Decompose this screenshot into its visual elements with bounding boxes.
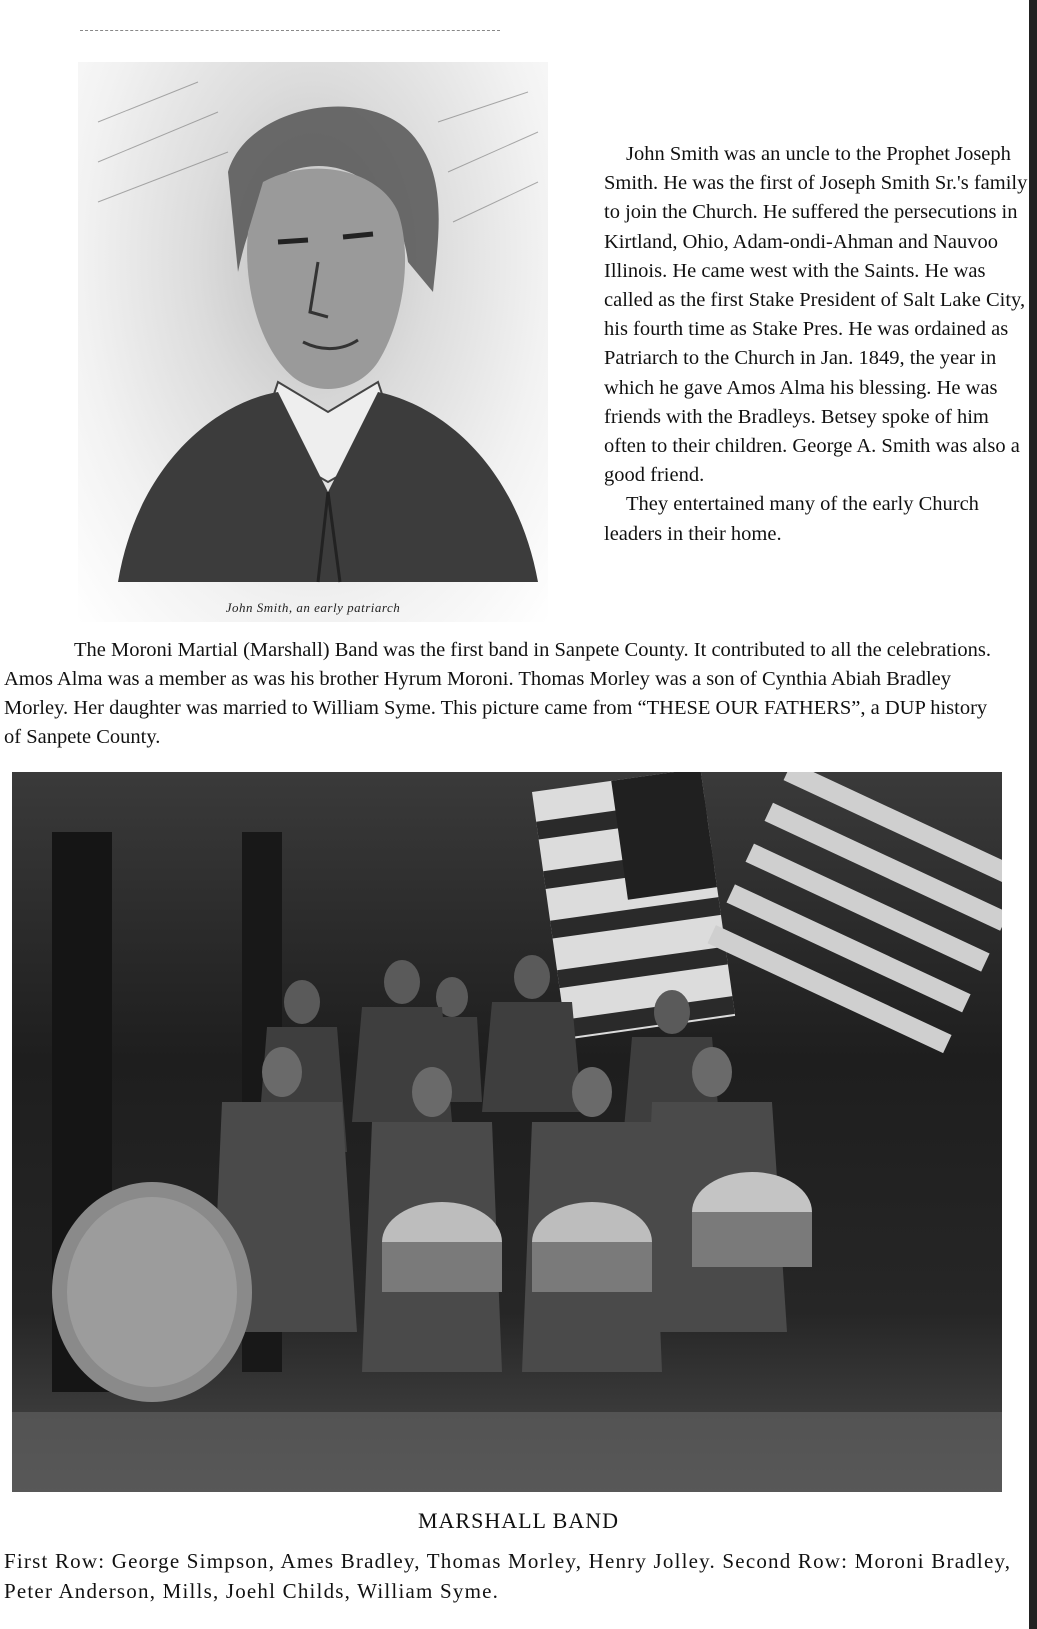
marshall-band-photo (12, 772, 1002, 1492)
portrait-engraving (78, 62, 548, 622)
top-rule (80, 30, 500, 31)
bio-paragraph: John Smith was an uncle to the Prophet Joseph Smith. He was the first of Joseph Smith Sr.'s family to join the Church. He suffered the persecutions in Kirtland, Ohio, Adam-ondi-Ahman and Nauvoo Illinois. He came west with the Saints. He was called as the first Stake President of Salt Lake City, his fourth time as Stake Pres. He was ordained as Patriarch to the Church in Jan. 1849, the year in which he gave Amos Alma his blessing. He was friends with the Bradleys. Betsey spoke of him often to their children. George A. Smith was also a good friend. (604, 143, 1028, 487)
biography-text (604, 140, 1029, 549)
portrait-caption: John Smith, an early patriarch (225, 600, 401, 615)
band-photo-image (12, 772, 1002, 1492)
page-edge (1029, 0, 1037, 1629)
band-introduction: The Moroni Martial (Marshall) Band was the first band in Sanpete County. It contributed to all the celebrations. Amos Alma was a member as was his brother Hyrum Moroni. Thomas Morley was a son of Cynthia Abiah Bradley Morley. Her daughter was married to William Syme. This picture came from “THESE OUR FATHERS”, a DUP history of Sanpete County. (4, 639, 991, 748)
bio-paragraph: They entertained many of the early Church leaders in their home. (604, 493, 979, 545)
john-smith-portrait (78, 62, 548, 622)
band-photo-title: MARSHALL BAND (417, 1508, 620, 1533)
band-member-names: First Row: George Simpson, Ames Bradley, Thomas Morley, Henry Jolley. Second Row: Moroni Bradley, Peter Anderson, Mills, Joehl Childs, William Syme. (4, 1549, 1012, 1603)
